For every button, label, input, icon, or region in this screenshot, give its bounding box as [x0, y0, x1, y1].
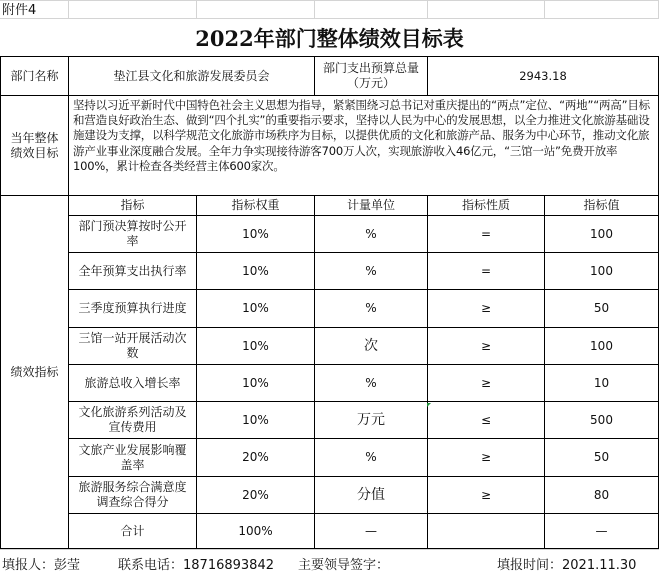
indicator-weight: 20%: [242, 487, 269, 502]
indicator-nature: =: [480, 263, 492, 278]
column-header-indicator: 指标: [120, 198, 145, 212]
indicator-value: 10: [593, 375, 610, 390]
indicator-unit: 分值: [357, 486, 385, 503]
gridline: [196, 0, 197, 18]
gridline: [427, 0, 428, 18]
total-unit: —: [365, 523, 377, 538]
column-header-value: 指标值: [583, 198, 620, 212]
indicator-value: 50: [593, 301, 610, 315]
indicator-name: 全年预算支出执行率: [78, 263, 187, 278]
indicator-unit: %: [365, 226, 377, 241]
indicator-name: 旅游总收入增长率: [84, 375, 181, 390]
indicator-weight: 10%: [242, 301, 269, 315]
indicator-unit: %: [365, 375, 377, 390]
total-weight: 100%: [238, 523, 273, 538]
indicator-unit: 次: [364, 337, 378, 354]
indicator-weight: 10%: [242, 338, 269, 353]
indicator-name: 三季度预算执行进度: [78, 301, 187, 315]
indicator-weight: 10%: [242, 263, 269, 278]
fill-time: 填报时间：2021.11.30: [497, 557, 637, 573]
gridline: [0, 0, 659, 1]
cell-comment-marker-icon: [427, 403, 431, 407]
column-header-weight: 指标权重: [231, 198, 280, 212]
indicator-value: 100: [590, 338, 613, 353]
indicator-unit: %: [365, 450, 377, 464]
indicators-section-label: 绩效指标: [10, 364, 59, 379]
indicator-nature: ≥: [480, 338, 492, 353]
indicator-nature: ≥: [480, 301, 492, 315]
table-border: [0, 548, 659, 549]
indicator-nature: =: [480, 226, 492, 241]
indicator-nature: ≤: [480, 412, 492, 427]
dept-name-label: 部门名称: [10, 68, 59, 83]
indicator-nature: ≥: [480, 375, 492, 390]
leader-signature: 主要领导签字：: [298, 557, 390, 573]
gridline: [544, 0, 545, 18]
filler-name: 填报人：彭莹: [2, 557, 81, 573]
dept-name-value: 垫江县文化和旅游发展委员会: [113, 68, 270, 83]
indicator-value: 500: [590, 412, 613, 427]
gridline: [314, 0, 315, 18]
annual-goal-label: 当年整体绩效目标: [10, 130, 59, 160]
gridline: [68, 0, 69, 18]
total-label: 合计: [120, 523, 145, 538]
indicator-name: 旅游服务综合满意度调查综合得分: [78, 480, 187, 509]
column-header-nature: 指标性质: [461, 198, 510, 212]
indicator-unit: %: [365, 263, 377, 278]
gridline: [0, 549, 659, 550]
indicator-unit: 万元: [357, 411, 385, 428]
total-value: —: [595, 523, 608, 538]
attachment-label: 附件4: [2, 2, 37, 18]
budget-value: 2943.18: [519, 68, 567, 83]
page-title: 2022年部门整体绩效目标表: [195, 25, 464, 51]
total-nature: [428, 514, 544, 548]
indicator-name: 文旅产业发展影响覆盖率: [78, 442, 187, 472]
indicator-name: 部门预决算按时公开率: [78, 219, 187, 248]
budget-label: 部门支出预算总量（万元）: [323, 61, 420, 90]
indicator-nature: ≥: [480, 487, 492, 502]
indicator-weight: 10%: [242, 226, 269, 241]
column-header-unit: 计量单位: [346, 198, 395, 212]
indicator-weight: 20%: [242, 450, 269, 464]
indicator-value: 100: [590, 263, 613, 278]
indicator-name: 三馆一站开展活动次数: [78, 331, 187, 360]
indicator-weight: 10%: [242, 375, 269, 390]
indicator-value: 50: [593, 450, 610, 464]
indicator-value: 80: [593, 487, 610, 502]
annual-goal-text: 坚持以习近平新时代中国特色社会主义思想为指导，紧紧围绕习总书记对重庆提出的“两点”定位、“两地”“两高”目标和营造良好政治生态、做到“四个扎实”的重要指示要求，坚持以人民为中心的发展思想，以全力推进文化旅游基础设施建设为支撑，以科学规范文化旅游市场秩序为目标，以提供优质的文化和旅游产品、服务为中心环节，推动文化旅游产业事业深度融合发展。全年力争实现接待游客700万人次，实现旅游收入46亿元，“三馆一站”免费开放率100%，累计检查各类经营主体600家次。: [73, 98, 650, 173]
gridline: [0, 18, 659, 19]
indicator-value: 100: [590, 226, 613, 241]
indicator-nature: ≥: [480, 450, 492, 464]
indicator-weight: 10%: [242, 412, 269, 427]
indicator-name: 文化旅游系列活动及宣传费用: [78, 405, 187, 434]
indicator-unit: %: [365, 301, 377, 315]
contact-phone: 联系电话：18716893842: [118, 557, 274, 573]
